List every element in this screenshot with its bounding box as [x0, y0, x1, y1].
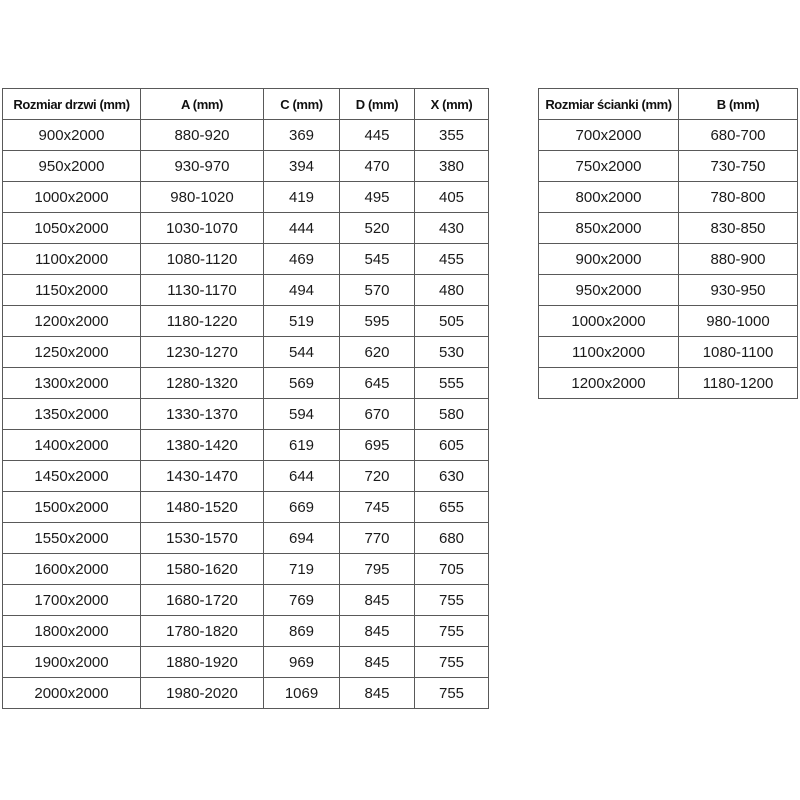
table-cell: 1180-1200: [679, 368, 798, 399]
table-cell: 620: [340, 337, 415, 368]
table-cell: 1100x2000: [3, 244, 141, 275]
table-cell: 1600x2000: [3, 554, 141, 585]
table-cell: 1580-1620: [141, 554, 264, 585]
header-row: [539, 89, 798, 120]
table-cell: 394: [264, 151, 340, 182]
table-cell: 930-970: [141, 151, 264, 182]
table-cell: 669: [264, 492, 340, 523]
table-cell: 719: [264, 554, 340, 585]
table-cell: 680: [415, 523, 489, 554]
table-row: [539, 306, 798, 337]
table-cell: 1000x2000: [3, 182, 141, 213]
table-cell: 830-850: [679, 213, 798, 244]
table-cell: 845: [340, 616, 415, 647]
table-cell: 430: [415, 213, 489, 244]
table-cell: 519: [264, 306, 340, 337]
wall-dimensions-table: [538, 88, 798, 399]
table-cell: 845: [340, 678, 415, 709]
table-cell: 730-750: [679, 151, 798, 182]
table-cell: 470: [340, 151, 415, 182]
door-dimensions-table: [2, 88, 489, 709]
table-row: [3, 523, 489, 554]
table-cell: 545: [340, 244, 415, 275]
table-row: [539, 182, 798, 213]
table-row: [3, 244, 489, 275]
table-cell: 1450x2000: [3, 461, 141, 492]
table-row: [3, 461, 489, 492]
table-cell: 405: [415, 182, 489, 213]
table-cell: 720: [340, 461, 415, 492]
table-cell: 1880-1920: [141, 647, 264, 678]
table-cell: 705: [415, 554, 489, 585]
table-cell: 569: [264, 368, 340, 399]
table-cell: 1980-2020: [141, 678, 264, 709]
table-row: [3, 554, 489, 585]
table-row: [3, 337, 489, 368]
table-cell: 444: [264, 213, 340, 244]
table-cell: 755: [415, 678, 489, 709]
table-row: [3, 585, 489, 616]
table-cell: 1400x2000: [3, 430, 141, 461]
table-cell: 755: [415, 616, 489, 647]
table-cell: 1700x2000: [3, 585, 141, 616]
column-header: Rozmiar drzwi (mm): [3, 89, 141, 120]
table-cell: 619: [264, 430, 340, 461]
table-cell: 544: [264, 337, 340, 368]
table-cell: 1130-1170: [141, 275, 264, 306]
table-cell: 1300x2000: [3, 368, 141, 399]
table-cell: 1250x2000: [3, 337, 141, 368]
table-cell: 694: [264, 523, 340, 554]
table-row: [3, 492, 489, 523]
table-cell: 1530-1570: [141, 523, 264, 554]
table-cell: 530: [415, 337, 489, 368]
table-cell: 555: [415, 368, 489, 399]
table-cell: 900x2000: [539, 244, 679, 275]
table-cell: 505: [415, 306, 489, 337]
table-row: [3, 151, 489, 182]
table-cell: 645: [340, 368, 415, 399]
table-cell: 1280-1320: [141, 368, 264, 399]
table-cell: 1780-1820: [141, 616, 264, 647]
column-header: Rozmiar ścianki (mm): [539, 89, 679, 120]
table-cell: 980-1020: [141, 182, 264, 213]
table-row: [539, 275, 798, 306]
table-row: [539, 120, 798, 151]
table-cell: 969: [264, 647, 340, 678]
table-row: [3, 430, 489, 461]
table-cell: 1800x2000: [3, 616, 141, 647]
table-row: [3, 368, 489, 399]
table-cell: 795: [340, 554, 415, 585]
table-cell: 755: [415, 647, 489, 678]
table-row: [3, 678, 489, 709]
table-cell: 1230-1270: [141, 337, 264, 368]
table-row: [3, 399, 489, 430]
column-header: B (mm): [679, 89, 798, 120]
table-cell: 1680-1720: [141, 585, 264, 616]
table-cell: 1200x2000: [3, 306, 141, 337]
table-row: [3, 616, 489, 647]
table-cell: 950x2000: [539, 275, 679, 306]
table-cell: 770: [340, 523, 415, 554]
table-cell: 1330-1370: [141, 399, 264, 430]
table-cell: 800x2000: [539, 182, 679, 213]
table-cell: 755: [415, 585, 489, 616]
table-cell: 1380-1420: [141, 430, 264, 461]
table-cell: 469: [264, 244, 340, 275]
table-cell: 1550x2000: [3, 523, 141, 554]
table-cell: 605: [415, 430, 489, 461]
table-cell: 1080-1120: [141, 244, 264, 275]
table-cell: 700x2000: [539, 120, 679, 151]
table-cell: 355: [415, 120, 489, 151]
table-cell: 1150x2000: [3, 275, 141, 306]
table-cell: 630: [415, 461, 489, 492]
table-cell: 1080-1100: [679, 337, 798, 368]
table-cell: 1430-1470: [141, 461, 264, 492]
column-header: C (mm): [264, 89, 340, 120]
table-cell: 495: [340, 182, 415, 213]
table-row: [539, 244, 798, 275]
table-cell: 950x2000: [3, 151, 141, 182]
table-cell: 1050x2000: [3, 213, 141, 244]
table-cell: 1100x2000: [539, 337, 679, 368]
table-cell: 520: [340, 213, 415, 244]
table-cell: 845: [340, 585, 415, 616]
table-cell: 1069: [264, 678, 340, 709]
table-row: [539, 213, 798, 244]
table-cell: 1480-1520: [141, 492, 264, 523]
table-cell: 380: [415, 151, 489, 182]
table-cell: 869: [264, 616, 340, 647]
table-cell: 850x2000: [539, 213, 679, 244]
table-cell: 670: [340, 399, 415, 430]
table-cell: 595: [340, 306, 415, 337]
table-cell: 1030-1070: [141, 213, 264, 244]
table-cell: 680-700: [679, 120, 798, 151]
table-cell: 1200x2000: [539, 368, 679, 399]
table-cell: 494: [264, 275, 340, 306]
table-cell: 900x2000: [3, 120, 141, 151]
table-cell: 780-800: [679, 182, 798, 213]
table-cell: 455: [415, 244, 489, 275]
table-row: [539, 368, 798, 399]
table-cell: 480: [415, 275, 489, 306]
table-row: [3, 213, 489, 244]
table-cell: 570: [340, 275, 415, 306]
table-cell: 845: [340, 647, 415, 678]
table-cell: 745: [340, 492, 415, 523]
table-cell: 419: [264, 182, 340, 213]
column-header: A (mm): [141, 89, 264, 120]
table-cell: 1180-1220: [141, 306, 264, 337]
table-cell: 930-950: [679, 275, 798, 306]
table-cell: 655: [415, 492, 489, 523]
table-cell: 580: [415, 399, 489, 430]
table-cell: 980-1000: [679, 306, 798, 337]
table-cell: 1900x2000: [3, 647, 141, 678]
table-cell: 369: [264, 120, 340, 151]
table-cell: 644: [264, 461, 340, 492]
column-header: D (mm): [340, 89, 415, 120]
column-header: X (mm): [415, 89, 489, 120]
table-cell: 769: [264, 585, 340, 616]
table-cell: 695: [340, 430, 415, 461]
table-cell: 1000x2000: [539, 306, 679, 337]
table-row: [3, 182, 489, 213]
table-row: [3, 647, 489, 678]
table-cell: 445: [340, 120, 415, 151]
table-row: [3, 120, 489, 151]
table-cell: 2000x2000: [3, 678, 141, 709]
table-cell: 880-900: [679, 244, 798, 275]
table-cell: 750x2000: [539, 151, 679, 182]
table-row: [539, 337, 798, 368]
table-row: [539, 151, 798, 182]
table-row: [3, 275, 489, 306]
header-row: [3, 89, 489, 120]
table-row: [3, 306, 489, 337]
table-cell: 1500x2000: [3, 492, 141, 523]
table-cell: 880-920: [141, 120, 264, 151]
table-cell: 594: [264, 399, 340, 430]
table-cell: 1350x2000: [3, 399, 141, 430]
